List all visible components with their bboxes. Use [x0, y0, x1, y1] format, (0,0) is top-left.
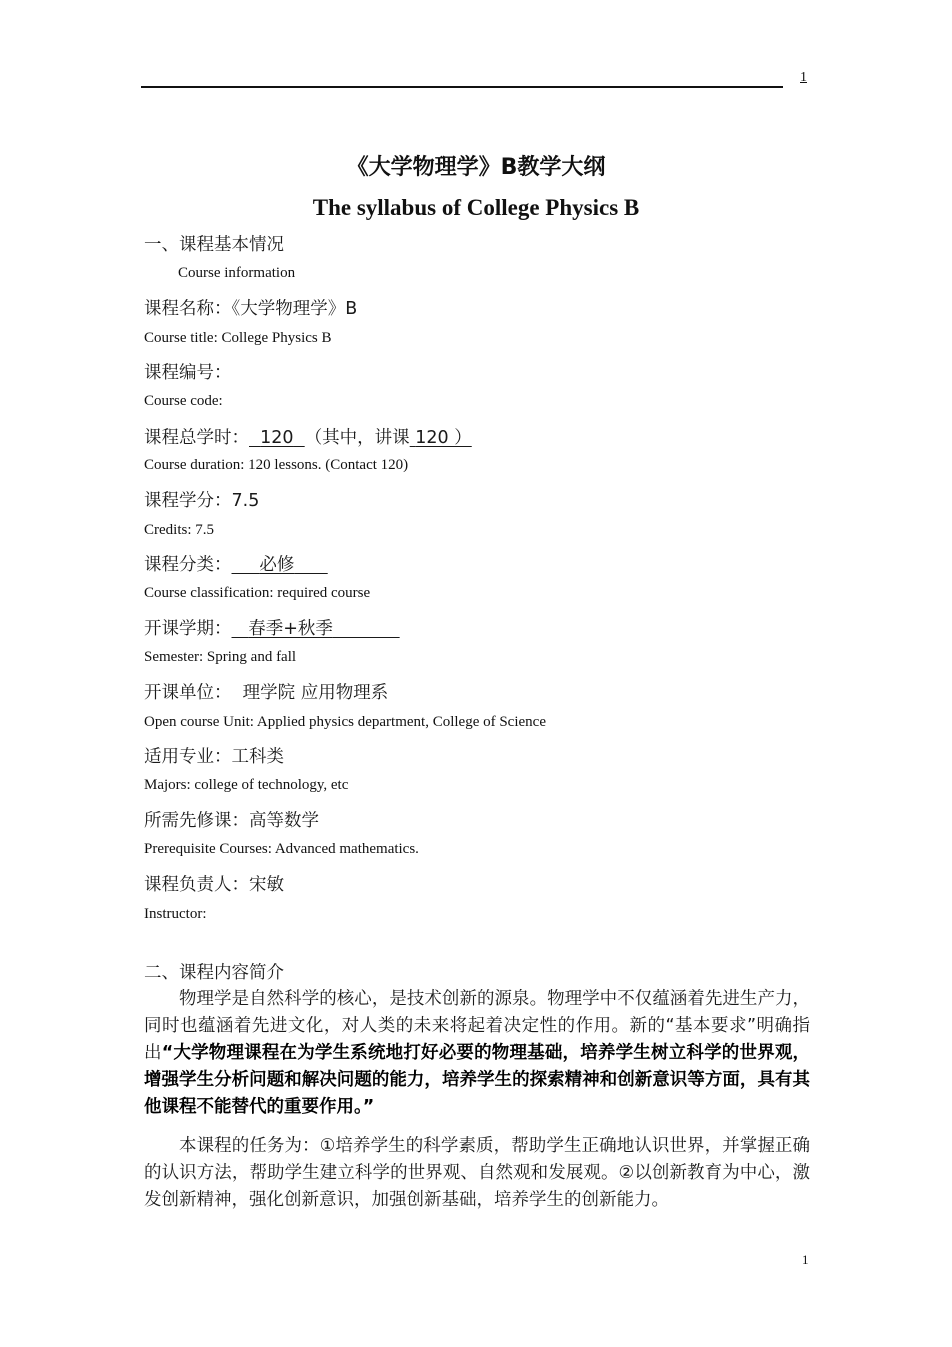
- course-name-row: [144, 295, 357, 320]
- paragraph-1-text: 物理学是自然科学的核心，是技术创新的源泉。物理学中不仅蕴涵着先进生产力，同时也蕴涵着先进文化，对人类的未来将起着决定性的作用。新的“基本要求”明确指出: [144, 989, 810, 1063]
- unit-row: [144, 679, 388, 704]
- hours-mid: （其中，讲课: [304, 428, 410, 448]
- section2-paragraph-1: [144, 986, 810, 1121]
- semester-label: 开课学期：: [144, 619, 232, 639]
- semester-value: 春季+秋季: [248, 619, 333, 639]
- classification-value: 必修: [259, 555, 295, 575]
- footer-page-number: 1: [802, 1252, 809, 1267]
- instructor-row: [144, 871, 284, 896]
- title-english: The syllabus of College Physics B: [312, 195, 640, 220]
- credits-value: 7.5: [231, 491, 260, 511]
- unit-value: 理学院 应用物理系: [242, 683, 389, 703]
- course-hours-row: [144, 424, 472, 449]
- hours-label: 课程总学时：: [144, 428, 249, 448]
- unit-en: Open course Unit: Applied physics department, College of Science: [144, 714, 546, 730]
- classification-label: 课程分类：: [144, 555, 232, 575]
- instructor-en: Instructor:: [144, 906, 207, 922]
- section2-heading: 二、课程内容简介: [144, 963, 284, 983]
- classification-en: Course classification: required course: [144, 585, 371, 601]
- paragraph-1-emphasis: “大学物理课程在为学生系统地打好必要的物理基础，培养学生树立科学的世界观，增强学生分析问题和解决问题的能力，培养学生的探索精神和创新意识等方面，具有其他课程不能替代的重要作用。”: [144, 1043, 811, 1117]
- hours-en: Course duration: 120 lessons. (Contact 120): [144, 457, 409, 473]
- title-chinese: 《大学物理学》B教学大纲: [346, 155, 606, 180]
- classification-row: [144, 551, 328, 576]
- instructor-value: 宋敏: [249, 875, 284, 895]
- prereq-en: Prerequisite Courses: Advanced mathematics.: [144, 841, 419, 857]
- prereq-label: 所需先修课：: [144, 811, 249, 831]
- course-code-label: 课程编号：: [144, 363, 232, 383]
- course-name-value: 《大学物理学》B: [231, 299, 358, 319]
- credits-label: 课程学分：: [144, 491, 232, 511]
- credits-en: Credits: 7.5: [144, 522, 214, 538]
- course-name-label: 课程名称：: [144, 299, 232, 319]
- header-page-number: 1: [800, 70, 807, 85]
- course-title-en: Course title: College Physics B: [144, 330, 332, 346]
- section2-paragraph-2: 本课程的任务为：①培养学生的科学素质，帮助学生正确地认识世界，并掌握正确的认识方法，帮助学生建立科学的世界观、自然观和发展观。②以创新教育为中心，激发创新精神，强化创新意识，加强创新基础，培养学生的创新能力。: [144, 1136, 810, 1210]
- unit-label: 开课单位：: [144, 683, 232, 703]
- hours-lecture: 120 ）: [415, 428, 472, 448]
- section1-heading: 一、课程基本情况: [144, 235, 284, 255]
- prereq-value: 高等数学: [249, 811, 319, 831]
- majors-en: Majors: college of technology, etc: [144, 777, 349, 793]
- semester-en: Semester: Spring and fall: [144, 649, 297, 665]
- majors-row: [144, 743, 284, 768]
- header-rule: [141, 86, 783, 88]
- credits-row: [144, 487, 259, 512]
- course-code-en: Course code:: [144, 393, 223, 409]
- majors-value: 工科类: [231, 747, 284, 767]
- hours-value: 120: [260, 428, 294, 448]
- majors-label: 适用专业：: [144, 747, 232, 767]
- instructor-label: 课程负责人：: [144, 875, 249, 895]
- section1-heading-en: Course information: [178, 265, 296, 281]
- semester-row: [144, 615, 400, 640]
- prereq-row: [144, 807, 319, 832]
